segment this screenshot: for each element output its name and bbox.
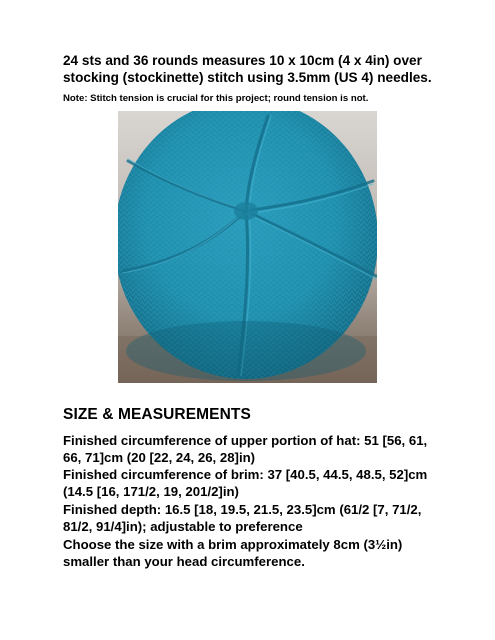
hat-photo (118, 111, 377, 383)
gauge-text: 24 sts and 36 rounds measures 10 x 10cm (4 x 4in) over stocking (stockinette) stitch using 3.5mm (US 4) needles. (63, 53, 432, 85)
size-choice-text: Choose the size with a brim approximately 8cm (3½in) smaller than your head circumference. (63, 537, 403, 569)
finished-depth-text: Finished depth: 16.5 [18, 19.5, 21.5, 23.5]cm (61/2 [7, 71/2, 81/2, 91/4]in); adjustable to preference (63, 502, 422, 534)
upper-circumference-text: Finished circumference of upper portion of hat: 51 [56, 61, 66, 71]cm (20 [22, 24, 26, 28]in) (63, 433, 428, 465)
tension-note: Note: Stitch tension is crucial for this project; round tension is not. (63, 93, 369, 104)
brim-circumference-text: Finished circumference of brim: 37 [40.5, 44.5, 48.5, 52]cm (14.5 [16, 171/2, 19, 201/2]in) (63, 467, 428, 499)
hat-photo-image (118, 111, 377, 383)
size-measurements-heading: SIZE & MEASUREMENTS (63, 406, 251, 423)
